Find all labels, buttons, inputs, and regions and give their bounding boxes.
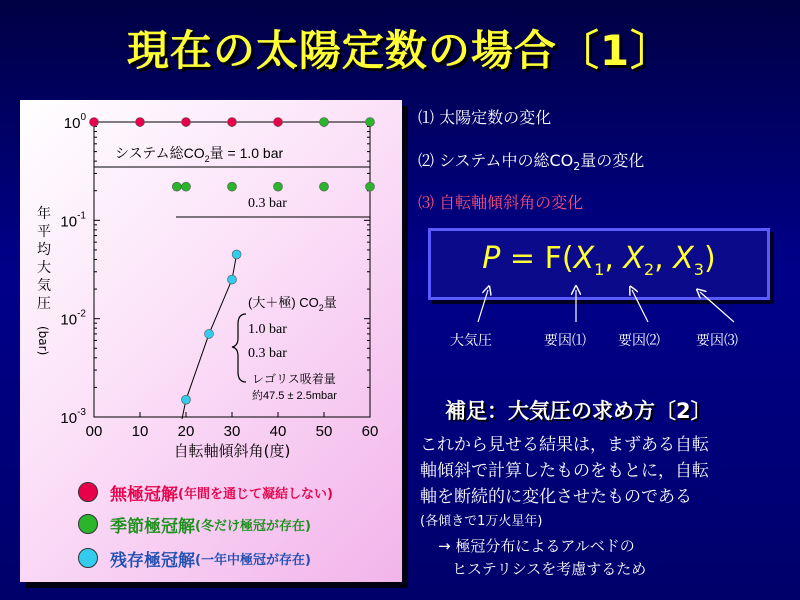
supplement-line-5: → 極冠分布によるアルベドの — [438, 537, 635, 555]
y-label-char: 大 — [37, 260, 51, 276]
x-tick-label: 20 — [177, 423, 195, 440]
formula: $P = F(X_1$, $X_2$, $X_3$) — [482, 241, 716, 279]
y-tick-label: $10^0$ — [63, 112, 86, 132]
legend-label-residual-cap: 残存極冠解 — [110, 550, 195, 571]
supplement-line-6: ヒステリシスを考慮するため — [452, 560, 647, 578]
y-label-char: 気 — [37, 278, 51, 294]
arrow-factor2 — [632, 290, 648, 322]
supplement-line-2: 軸傾斜で計算したものをもとに，自転 — [420, 461, 709, 481]
x-tick-label: 10 — [131, 423, 149, 440]
legend-label-seasonal-cap: 季節極冠解 — [110, 516, 195, 537]
supplement-line-1: これから見せる結果は，まずある自転 — [420, 435, 709, 455]
arrow-factor3 — [700, 292, 734, 322]
legend-sub-seasonal-cap: (冬だけ極冠が存在) — [195, 518, 311, 534]
legend-sub-residual-cap: (一年中極冠が存在) — [195, 552, 311, 568]
list-item-obliquity: ⑶ 自転軸傾斜角の変化 — [418, 193, 584, 212]
annotation-mid: 0.3 bar — [248, 196, 287, 211]
annotation-regolith1: レゴリス吸着量 — [252, 372, 336, 386]
y-tick-label: $10^{-1}$ — [60, 210, 86, 231]
supplement-line-3: 軸を断続的に変化させたものである — [420, 487, 692, 507]
factor-1: 要因⑴ — [544, 333, 586, 349]
x-tick-label: 00 — [85, 423, 103, 440]
legend-label-no-cap: 無極冠解 — [110, 484, 178, 505]
arrow-pressure — [478, 290, 488, 322]
x-tick-label: 40 — [269, 423, 287, 440]
list-item-total-co2: ⑵ システム中の総$CO_2$量の変化 — [418, 151, 645, 174]
annotation-regolith2: 約47.5 ± 2.5mbar — [252, 390, 337, 402]
factor-3: 要因⑶ — [696, 333, 738, 349]
y-label-char: 年 — [37, 206, 51, 222]
y-tick-label: $10^{-3}$ — [60, 407, 86, 427]
x-tick-label: 30 — [223, 423, 241, 440]
y-tick-label: $10^{-2}$ — [60, 308, 86, 329]
y-label-char: 圧 — [37, 296, 51, 312]
factor-pressure: 大気圧 — [450, 333, 492, 349]
factor-2: 要因⑵ — [618, 333, 660, 349]
annotation-total: システム総$CO_2$量 = 1.0 bar — [115, 145, 284, 164]
y-label-unit: (bar) — [36, 326, 50, 356]
annotation-caps: (大＋極) $CO_2$量 — [248, 295, 337, 313]
annotation-caps-opt2: 0.3 bar — [248, 346, 287, 361]
annotation-caps-opt1: 1.0 bar — [248, 322, 287, 337]
supplement-line-4: (各傾きで1万火星年) — [420, 514, 543, 529]
list-item-solar-constant: ⑴ 太陽定数の変化 — [418, 108, 552, 127]
x-tick-label: 50 — [315, 423, 333, 440]
x-tick-label: 60 — [361, 423, 379, 440]
y-label-char: 平 — [37, 224, 51, 240]
slide-title: 現在の太陽定数の場合〔1〕 — [126, 26, 674, 75]
x-axis-label: 自転軸傾斜角(度) — [173, 442, 291, 460]
y-label-char: 均 — [37, 242, 51, 258]
supplement-title: 補足：大気圧の求め方〔2〕 — [445, 399, 712, 423]
legend-sub-no-cap: (年間を通じて凝結しない) — [178, 486, 333, 502]
